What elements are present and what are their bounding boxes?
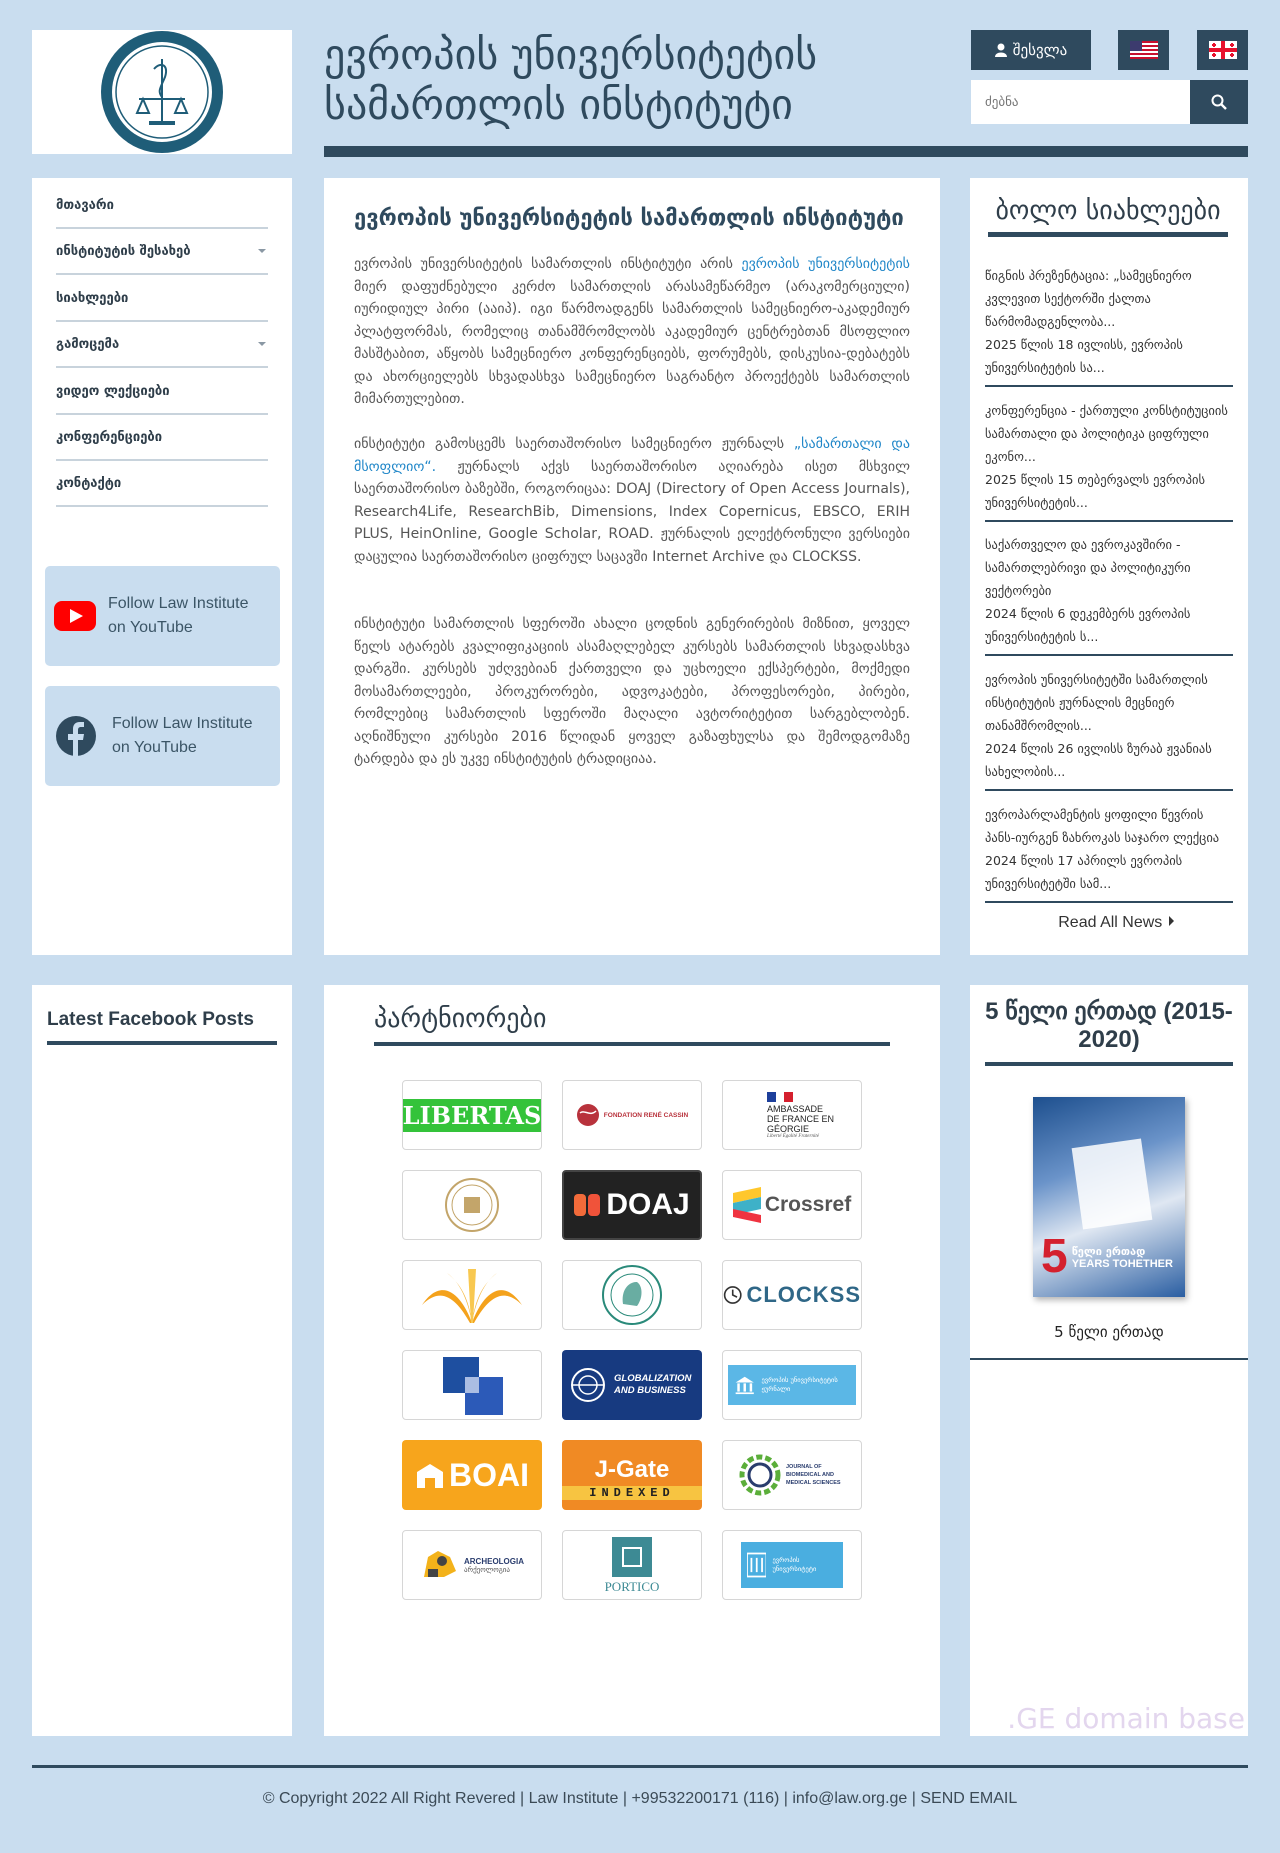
caret-right-icon bbox=[1169, 916, 1174, 926]
news-item[interactable] bbox=[985, 668, 1233, 791]
intro-text-b: მიერ დაფუძნებული კერძო სამართლის არასამეწარმეო (არაკომერციული) იურიდიულ პირი (ააიპ). იგი წარმოადგენს სამართლის სამეცნიერო-აკადემიურ პლატფორმას, რომელიც თანამშრომლობს აკადემიურ ცენტრებთან მსოფლიო მასშტაბით, აწყობს სამეცნიერო კონფერენციებს, ფორუმებს, დისკუსია-დებატებს და ახორციელებს სხვადასხვა სამეცნიერო საგრანტო პროექტებს სამართლის მიმართულებით. bbox=[354, 278, 910, 407]
news-meta: 2024 წლის 26 ივლისს ზურაბ ჟვანიას სახელობის... bbox=[985, 741, 1212, 779]
doaj-lock-icon bbox=[574, 1192, 602, 1218]
site-title-line2: სამართლის ინსტიტუტი bbox=[324, 80, 793, 129]
facebook-posts-panel bbox=[32, 985, 292, 1736]
book-line2: YEARS TOHETHER bbox=[1071, 1257, 1173, 1270]
georgia-flag-icon bbox=[1209, 41, 1237, 59]
site-logo[interactable] bbox=[32, 30, 292, 154]
five-years-book-cover[interactable] bbox=[1033, 1097, 1185, 1297]
journal-text-b: ჟურნალს აქვს საერთაშორისო აღიარება ისეთ მსხვილ საერთაშორისო ბაზებში, როგორიცაა: DOAJ (Directory of Open Access Journals), Research4Life, ResearchBib, Dimensions, Index Copernicus, EBSCO, ERIH PLUS, HeinOnline, Google Scholar, ROAD. ჟურნალის ელექტრონული ვერსიები დაცულია საერთაშორისო ციფრულ საცავში Internet Archive და CLOCKSS. bbox=[354, 458, 911, 565]
follow-facebook-text bbox=[112, 712, 253, 760]
ambassade-motto: Liberté Égalité Fraternité bbox=[767, 1133, 819, 1139]
site-title bbox=[324, 30, 884, 130]
globe-icon bbox=[576, 1103, 600, 1127]
site-title-line1: ევროპის უნივერსიტეტის bbox=[324, 30, 818, 79]
book-title-block bbox=[1041, 1230, 1173, 1283]
journal-paragraph bbox=[354, 433, 910, 568]
doaj-label: DOAJ bbox=[606, 1188, 690, 1221]
boai-label: BOAI bbox=[449, 1456, 529, 1493]
nav-item-conferences[interactable] bbox=[56, 415, 268, 461]
follow-facebook-box[interactable] bbox=[45, 686, 280, 786]
news-headline[interactable]: ევროპარლამენტის ყოფილი წევრის პანს-იურგენ ზახროკას საჯარო ლექცია bbox=[985, 807, 1220, 845]
read-all-label: Read All News bbox=[1058, 914, 1163, 931]
squares-logo-icon bbox=[437, 1353, 507, 1417]
partner-university-blue[interactable] bbox=[722, 1530, 862, 1600]
nav-label: ვიდეო ლექციები bbox=[56, 383, 170, 399]
domain-watermark: .GE domain base bbox=[1007, 1702, 1245, 1735]
nav-item-about[interactable] bbox=[56, 229, 268, 275]
partner-journal-blue[interactable] bbox=[722, 1350, 862, 1420]
minerva-icon bbox=[601, 1264, 663, 1326]
news-item[interactable] bbox=[985, 803, 1233, 903]
partner-portico[interactable] bbox=[562, 1530, 702, 1600]
archeologia-text bbox=[464, 1557, 524, 1574]
follow-facebook-line1: Follow Law Institute bbox=[112, 715, 253, 732]
partner-index-copernicus[interactable] bbox=[402, 1350, 542, 1420]
follow-youtube-text bbox=[108, 592, 249, 640]
courses-paragraph: ინსტიტუტი სამართლის სფეროში ახალი ცოდნის გენერირების მიზნით, ყოველ წელს ატარებს კვალიფიკაციის ასამაღლებელ კურსებს სამართლის სხვადასხვა დარგში. კურსებს უძღვებიან ქართველი და უცხოელი ექსპერტები, მოქმედი მოსამართლეები, პროკურორები, ადვოკატები, პროფესორები, პირები, რომლებიც სამართლის სფეროში მაღალი ავტორიტეტით სარგებლობენ. აღნიშნული კურსები 2016 წლიდან ყოველ გაზაფხულსა და შემოდგომაზე ტარდება და ეს უკვე ინსტიტუტის ტრადიციაა. bbox=[354, 616, 910, 767]
fondation-label: FONDATION RENÉ CASSIN bbox=[603, 1111, 689, 1119]
news-meta: 2024 წლის 17 აპრილს ევროპის უნივერსიტეტში სამ... bbox=[985, 853, 1183, 891]
partner-libertas[interactable] bbox=[402, 1080, 542, 1150]
five-years-title: 5 წელი ერთად (2015-2020) bbox=[985, 998, 1233, 1066]
institute-seal-icon bbox=[99, 29, 225, 155]
nav-item-video-lectures[interactable] bbox=[56, 369, 268, 415]
portico-label: PORTICO bbox=[604, 1579, 660, 1594]
follow-youtube-line1: Follow Law Institute bbox=[108, 595, 249, 612]
search-icon bbox=[1211, 94, 1227, 110]
follow-youtube-line2: on YouTube bbox=[108, 619, 193, 636]
crest-icon bbox=[444, 1177, 500, 1233]
sunburst-logo-icon bbox=[412, 1265, 532, 1325]
book-stack-icon bbox=[747, 1552, 766, 1578]
nav-label: გამოცემა bbox=[56, 336, 120, 352]
partner-archeologia[interactable] bbox=[402, 1530, 542, 1600]
nav-label: მთავარი bbox=[56, 197, 114, 213]
partner-ambassade-de-france[interactable] bbox=[722, 1080, 862, 1150]
partner-fondation-rene-cassin[interactable] bbox=[562, 1080, 702, 1150]
nav-label: ინსტიტუტის შესახებ bbox=[56, 243, 191, 259]
login-button[interactable] bbox=[971, 30, 1091, 70]
footer-copyright: © Copyright 2022 All Right Revered | Law Institute | +99532200171 (116) | info@law.org.ge | SEND EMAIL bbox=[262, 1790, 1018, 1807]
read-all-news-link[interactable] bbox=[1000, 914, 1232, 932]
university-link[interactable]: ევროპის უნივერსიტეტის bbox=[741, 256, 910, 272]
facebook-icon bbox=[56, 716, 96, 756]
partner-globalization-and-business[interactable] bbox=[562, 1350, 702, 1420]
partner-journal-biomedical[interactable] bbox=[722, 1440, 862, 1510]
partner-sunburst[interactable] bbox=[402, 1260, 542, 1330]
user-icon bbox=[995, 43, 1007, 57]
caret-down-icon bbox=[258, 342, 266, 346]
journal-text-a: ინსტიტუტი გამოსცემს საერთაშორისო სამეცნიერო ჟურნალს bbox=[354, 436, 785, 452]
archeologia-label: ARCHEOLOGIA bbox=[464, 1556, 524, 1566]
header-divider bbox=[324, 146, 1248, 157]
university-blue-banner bbox=[741, 1542, 843, 1588]
nav-label: სიახლეები bbox=[56, 290, 129, 306]
building-icon bbox=[734, 1372, 755, 1398]
news-headline[interactable]: წიგნის პრეზენტაცია: „სამეცნიერო კვლევით სექტორში ქალთა წარმომადგენლობა... bbox=[985, 268, 1192, 329]
nav-item-home[interactable] bbox=[56, 183, 268, 229]
five-years-caption: 5 წელი ერთად bbox=[1054, 1323, 1164, 1341]
partner-doaj[interactable] bbox=[562, 1170, 702, 1240]
partners-title: პარტნიორები bbox=[374, 1004, 890, 1046]
partner-crossref[interactable] bbox=[722, 1170, 862, 1240]
news-item[interactable] bbox=[985, 533, 1233, 656]
nav-item-news[interactable] bbox=[56, 276, 268, 322]
follow-youtube-box[interactable] bbox=[45, 566, 280, 666]
news-meta: 2024 წლის 6 დეკემბერს ევროპის უნივერსიტეტის ს... bbox=[985, 606, 1191, 644]
archeologia-icon bbox=[420, 1547, 460, 1583]
youtube-icon bbox=[54, 601, 96, 631]
five-years-divider bbox=[970, 1358, 1248, 1360]
nav-label: კონტაქტი bbox=[56, 475, 122, 491]
j-gate-indexed: INDEXED bbox=[562, 1486, 702, 1500]
partner-clockss[interactable] bbox=[722, 1260, 862, 1330]
book-text bbox=[1072, 1245, 1173, 1270]
language-english-button[interactable] bbox=[1118, 30, 1169, 70]
search-input[interactable] bbox=[971, 80, 1190, 124]
news-headline[interactable]: საქართველო და ევროკავშირი - სამართლებრივი და პოლიტიკური ვექტორები bbox=[985, 537, 1191, 598]
intro-text-a: ევროპის უნივერსიტეტის სამართლის ინსტიტუტი არის bbox=[354, 256, 733, 272]
crossref-label: Crossref bbox=[764, 1193, 852, 1216]
login-label: შესვლა bbox=[1012, 42, 1068, 59]
nav-item-contact[interactable] bbox=[56, 461, 268, 507]
follow-facebook-line2: on YouTube bbox=[112, 739, 197, 756]
journal-blue-label: ევროპის უნივერსიტეტის ჟურნალი bbox=[761, 1376, 838, 1393]
news-headline[interactable]: კონფერენცია - ქართული კონსტიტუციის სამართალი და პოლიტიკა ციფრული ეკონო... bbox=[985, 403, 1228, 464]
journal-link[interactable]: „სამართალი და მსოფლიო“. bbox=[354, 436, 910, 475]
partner-emblem[interactable] bbox=[402, 1170, 542, 1240]
facebook-posts-title: Latest Facebook Posts bbox=[47, 1009, 277, 1045]
page-title: ევროპის უნივერსიტეტის სამართლის ინსტიტუტი bbox=[354, 206, 904, 231]
news-meta: 2025 წლის 18 ივლისს, ევროპის უნივერსიტეტის სა... bbox=[985, 337, 1183, 375]
language-georgian-button[interactable] bbox=[1197, 30, 1248, 70]
book-line1: წელი ერთად bbox=[1071, 1244, 1146, 1258]
clock-icon bbox=[723, 1277, 742, 1313]
clockss-label: CLOCKSS bbox=[746, 1282, 861, 1307]
partner-boai[interactable] bbox=[402, 1440, 542, 1510]
portico-mark bbox=[612, 1537, 652, 1577]
archeologia-sub: არქეოლოგია bbox=[464, 1565, 510, 1574]
france-flag-icon bbox=[767, 1092, 793, 1102]
news-headline[interactable]: ევროპის უნივერსიტეტში სამართლის ინსტიტუტის ჟურნალის მეცნიერ თანამშრომლის... bbox=[985, 672, 1208, 733]
globe-icon bbox=[570, 1367, 606, 1403]
arch-icon bbox=[415, 1462, 445, 1488]
book-paper-decoration bbox=[1072, 1139, 1153, 1230]
j-gate-label: J-Gate bbox=[594, 1456, 670, 1483]
caret-down-icon bbox=[258, 249, 266, 253]
globalization-label: GLOBALIZATION AND BUSINESS bbox=[614, 1373, 692, 1396]
book-number: 5 bbox=[1041, 1230, 1068, 1283]
footer-divider bbox=[32, 1765, 1248, 1768]
crossref-icon bbox=[733, 1187, 761, 1223]
libertas-logo-text bbox=[402, 1099, 542, 1132]
journal-blue-banner bbox=[728, 1365, 856, 1405]
partner-j-gate[interactable] bbox=[562, 1440, 702, 1510]
us-flag-icon bbox=[1130, 41, 1158, 59]
latest-news-title: ბოლო სიახლეები bbox=[988, 196, 1228, 237]
nav-item-publication[interactable] bbox=[56, 322, 268, 368]
news-meta: 2025 წლის 15 თებერვალს ევროპის უნივერსიტეტის... bbox=[985, 472, 1205, 510]
ambassade-label: AMBASSADE DE FRANCE EN GÉORGIE bbox=[767, 1103, 835, 1134]
news-item[interactable] bbox=[985, 264, 1233, 387]
nav-label: კონფერენციები bbox=[56, 429, 163, 445]
wreath-icon bbox=[738, 1453, 782, 1497]
partner-max-planck[interactable] bbox=[562, 1260, 702, 1330]
journal-biomedical-label: JOURNAL OF BIOMEDICAL AND MEDICAL SCIENCES bbox=[786, 1464, 841, 1486]
libertas-label: LIBERTAS bbox=[402, 1100, 542, 1130]
news-item[interactable] bbox=[985, 399, 1233, 522]
search-button[interactable] bbox=[1190, 80, 1248, 124]
portico-square-icon bbox=[622, 1547, 642, 1567]
intro-paragraph bbox=[354, 253, 910, 411]
university-blue-label: ევროპის უნივერსიტეტი bbox=[772, 1556, 817, 1573]
